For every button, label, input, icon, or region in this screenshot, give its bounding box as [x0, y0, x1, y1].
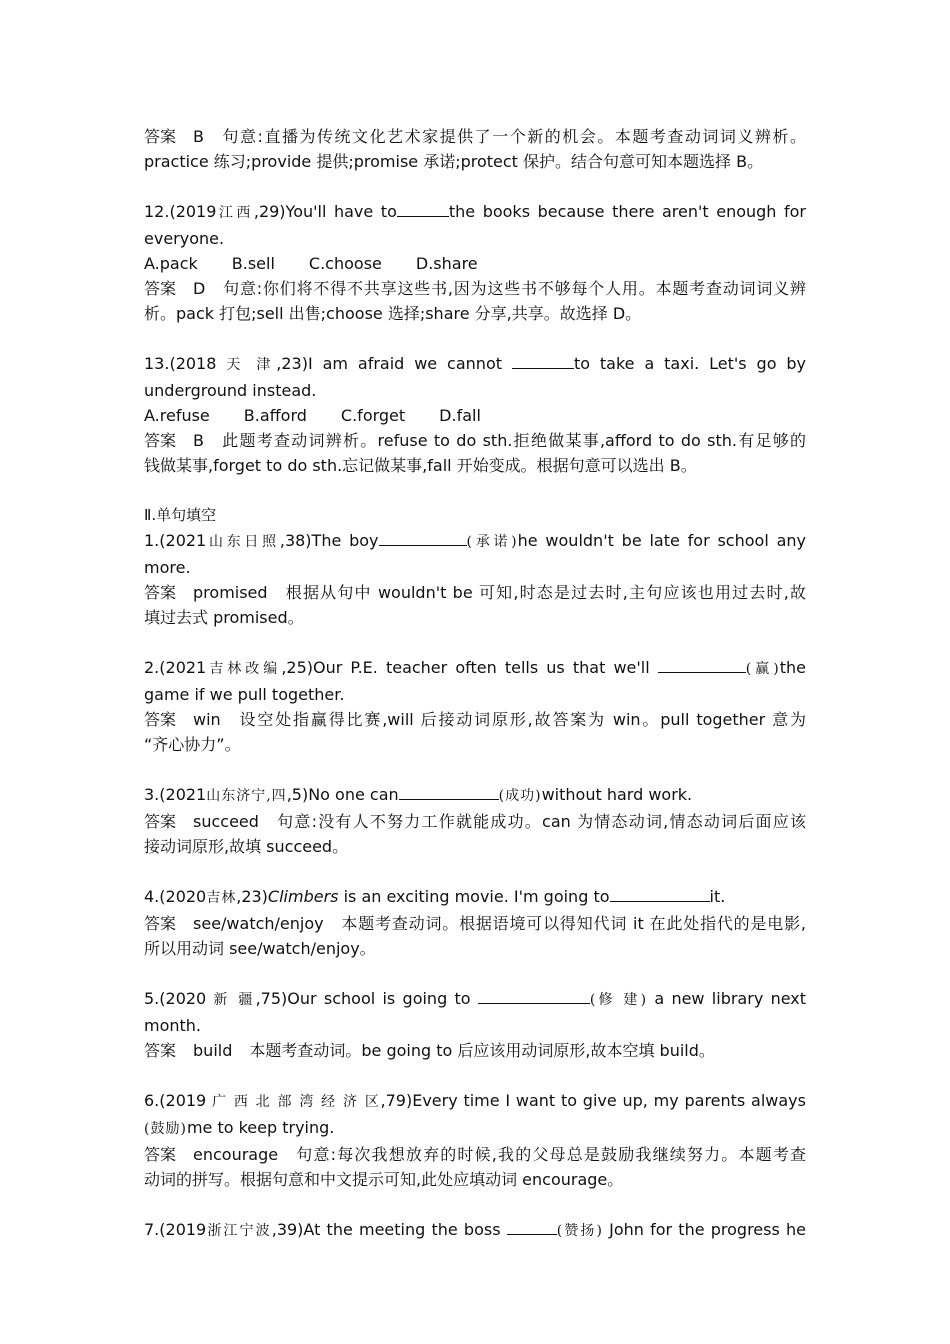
question-text: Every time I want to give up, my parents always [412, 1091, 806, 1110]
explanation-text: 设空处指赢得比赛,will 后接动词原形,故答案为 win。pull together 意为 [237, 710, 806, 729]
answer-value: win [193, 710, 221, 729]
question-number: 7.(2019浙江宁波,39) [144, 1220, 304, 1239]
question-number: 5.(2020 新 疆,75) [144, 989, 288, 1008]
fill-question-6 [144, 1088, 806, 1192]
answer-value: D [193, 279, 206, 298]
question-text: You'll have to [285, 202, 397, 221]
option-b[interactable]: B.afford [243, 406, 307, 425]
section-title: Ⅱ.单句填空 [144, 506, 217, 524]
explanation-text: 句意:你们将不得不共享这些书,因为这些书不够每个人用。本题考查动词词义辨 [222, 279, 806, 298]
answer-label: 答案 [144, 1041, 177, 1060]
question-text: At the meeting the boss [303, 1220, 501, 1239]
question-text: me to keep trying. [186, 1118, 335, 1137]
answer-value: build [193, 1041, 233, 1060]
answer-label: 答案 [144, 710, 177, 729]
question-text: month. [144, 1016, 202, 1035]
answer-label: 答案 [144, 431, 177, 450]
answer-blank[interactable] [399, 783, 499, 800]
option-b[interactable]: B.sell [231, 254, 275, 273]
option-c[interactable]: C.choose [308, 254, 382, 273]
answer-label: 答案 [144, 127, 177, 146]
explanation-text: 本题考查动词。be going to 后应该用动词原形,故本空填 build。 [249, 1041, 715, 1060]
question-text: game if we pull together. [144, 685, 345, 704]
option-a[interactable]: A.pack [144, 254, 198, 273]
answer-blank[interactable] [658, 656, 746, 673]
explanation-text: 接动词原形,故填 succeed。 [144, 837, 349, 856]
question-text: Our school is going to [287, 989, 471, 1008]
question-13 [144, 351, 806, 478]
explanation-text: 析。pack 打包;sell 出售;choose 选择;share 分享,共享。故选择 D。 [144, 304, 642, 323]
explanation-text: 句意:每次我想放弃的时候,我的父母总是鼓励我继续努力。本题考查 [295, 1145, 806, 1164]
explanation-text: 根据从句中 wouldn't be 可知,时态是过去时,主句应该也用过去时,故 [284, 583, 806, 602]
answer-blank[interactable] [512, 352, 574, 369]
explanation-text: “齐心协力”。 [144, 735, 241, 754]
explanation-text: 句意:没有人不努力工作就能成功。can 为情态动词,情态动词后面应该 [275, 812, 806, 831]
explanation-text: 钱做某事,forget to do sth.忘记做某事,fall 开始变成。根据句意可以选出 B。 [144, 456, 697, 475]
answer-blank[interactable] [507, 1218, 557, 1235]
option-d[interactable]: D.share [415, 254, 478, 273]
answer-value: B [193, 431, 204, 450]
question-text: without hard work. [541, 785, 693, 804]
fill-question-5 [144, 986, 806, 1063]
explanation-text: 此题考查动词辨析。refuse to do sth.拒绝做某事,afford to do sth.有足够的 [221, 431, 806, 450]
option-d[interactable]: D.fall [439, 406, 481, 425]
explanation-text: 填过去式 promised。 [144, 608, 304, 627]
question-text: it. [709, 887, 726, 906]
fill-question-7 [144, 1217, 806, 1244]
question-text: I am afraid we cannot [307, 354, 503, 373]
question-12 [144, 199, 806, 326]
fill-question-4 [144, 884, 806, 961]
answer-value: see/watch/enjoy [193, 914, 324, 933]
question-text: everyone. [144, 229, 225, 248]
question-number: 2.(2021吉林改编,25) [144, 658, 313, 677]
answer-label: 答案 [144, 914, 177, 933]
question-number: 4.(2020吉林,23) [144, 887, 268, 906]
answer-blank[interactable] [478, 987, 590, 1004]
question-number: 1.(2021山东日照,38) [144, 531, 312, 550]
answer-label: 答案 [144, 1145, 177, 1164]
explanation-text: practice 练习;provide 提供;promise 承诺;protect 保护。结合句意可知本题选择 B。 [144, 152, 764, 171]
question-text: No one can [308, 785, 399, 804]
answer-value: promised [193, 583, 268, 602]
option-c[interactable]: C.forget [340, 406, 406, 425]
fill-question-1 [144, 528, 806, 630]
answer-label: 答案 [144, 812, 177, 831]
question-text: is an exciting movie. I'm going to [343, 887, 610, 906]
question-text: underground instead. [144, 381, 317, 400]
options-row [144, 251, 806, 276]
explanation-text: 句意:直播为传统文化艺术家提供了一个新的机会。本题考查动词词义辨析。 [221, 127, 806, 146]
question-text: Our P.E. teacher often tells us that we'll [313, 658, 650, 677]
answer-label: 答案 [144, 279, 177, 298]
fill-question-2 [144, 655, 806, 757]
question-text: more. [144, 558, 191, 577]
chinese-hint: (赢) [745, 661, 780, 677]
question-text: the books because there aren't enough for [448, 202, 807, 221]
chinese-hint: (赞扬) [556, 1223, 603, 1239]
answer-blank[interactable] [610, 885, 710, 902]
answer-blank[interactable] [397, 200, 449, 217]
answer-blank[interactable] [379, 529, 467, 546]
option-a[interactable]: A.refuse [144, 406, 210, 425]
chinese-hint: (鼓励) [144, 1121, 187, 1137]
question-text: a new library next [654, 989, 807, 1008]
options-row [144, 403, 806, 428]
question-number: 13.(2018 天 津,23) [144, 354, 308, 373]
question-11-answer [144, 124, 806, 174]
movie-title: Climbers [267, 887, 339, 906]
chinese-hint: (修 建) [589, 992, 648, 1008]
explanation-text: 动词的拼写。根据句意和中文提示可知,此处应填动词 encourage。 [144, 1170, 624, 1189]
answer-value: encourage [193, 1145, 279, 1164]
question-number: 6.(2019 广 西 北 部 湾 经 济 区,79) [144, 1091, 413, 1110]
chinese-hint: (承诺) [466, 534, 518, 550]
question-text: The boy [311, 531, 379, 550]
answer-value: succeed [193, 812, 259, 831]
answer-label: 答案 [144, 583, 177, 602]
question-text: the [779, 658, 806, 677]
explanation-text: 所以用动词 see/watch/enjoy。 [144, 939, 376, 958]
chinese-hint: (成功) [498, 788, 542, 804]
explanation-text: 本题考查动词。根据语境可以得知代词 it 在此处指代的是电影, [340, 914, 806, 933]
question-text: John for the progress he [609, 1220, 806, 1239]
answer-value: B [193, 127, 204, 146]
question-text: he wouldn't be late for school any [517, 531, 806, 550]
fill-question-3 [144, 782, 806, 859]
question-number: 3.(2021山东济宁,四,5) [144, 785, 309, 804]
document-content [144, 124, 806, 1244]
question-text: to take a taxi. Let's go by [573, 354, 807, 373]
question-number: 12.(2019江西,29) [144, 202, 286, 221]
